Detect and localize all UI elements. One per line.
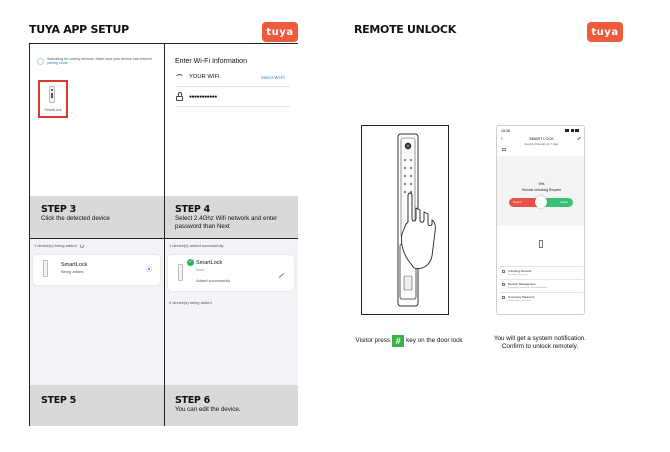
device-thumbnail [178,264,183,281]
device-thumbnail [43,260,48,277]
list-item-icon [502,270,505,273]
adding-device-status: Being added [61,269,84,274]
search-message [47,57,157,66]
step6-description: You can edit the device. [175,406,241,413]
step5-title: STEP 5 [41,395,76,406]
wifi-screen-title: Enter Wi-Fi Information [175,58,247,65]
search-radar-icon [37,58,44,65]
slider-knob-icon[interactable] [535,196,547,208]
hash-key-icon: # [392,335,404,347]
agree-label: Agree [560,200,569,205]
pairing-mode-link[interactable]: pairing mode [47,61,68,66]
notification-caption: You will get a system notification. Confirm to unlock remotely. [493,335,587,350]
progress-dot-icon [146,266,152,272]
list-item-icon [502,296,505,299]
setup-steps-grid [29,43,298,426]
wifi-network-name[interactable]: YOUR WIFI [189,74,220,80]
step5-band [30,385,164,426]
adding-device-card[interactable] [33,255,160,285]
added-device-card[interactable] [168,255,294,291]
adding-device-name: SmartLock [61,262,88,268]
lock-device-icon [539,240,543,248]
step3-screenshot [30,44,164,196]
smart-lock-thumbnail [49,86,55,103]
adding-status-text: 1 device(s) being added [34,243,77,249]
wifi-divider [175,86,290,87]
list-item-title: Temporary Password [508,295,535,299]
unlock-records-item[interactable] [500,266,583,277]
remote-unlock-heading: REMOTE UNLOCK [354,23,456,36]
step5-screenshot [30,239,164,385]
added-device-name: SmartLock [196,260,223,266]
request-label: Remote Unlocking Request [522,188,561,192]
phone-status-icons [565,129,579,132]
visitor-caption-after: key on the door lock [406,337,463,345]
phone-status-time: 15:38 [501,129,510,133]
step4-screenshot [165,44,298,196]
select-wifi-link[interactable]: Select Wi-Fi [261,75,285,80]
step6-screenshot [165,239,298,385]
phone-subtitle: Security Protection for 7 days [524,143,559,146]
step3-description: Click the detected device [41,215,110,222]
password-divider [175,106,290,107]
tuya-logo: tuya [587,22,623,42]
added-device-room: Basic [196,268,205,272]
step4-band [165,196,298,238]
visitor-caption-before: Visitor press [355,337,391,345]
battery-icon [502,148,506,151]
pending-status: 0 device(s) being added [169,300,212,305]
member-management-item[interactable] [500,279,583,290]
list-item-subtitle: No unlocking records [508,273,529,276]
list-item-subtitle: Fingerprint, password, card and member [508,286,548,289]
phone-screen-title: SMART LOCK [529,137,554,141]
reject-label: Reject [513,200,522,205]
list-item-title: Member Management [508,282,536,286]
lock-icon-shackle [178,92,182,97]
detected-device-tile[interactable] [38,80,68,118]
wifi-password-field[interactable]: ●●●●●●●●●●● [189,94,217,100]
added-status: 1 device(s) added successfully [169,243,224,248]
edit-pencil-icon[interactable] [278,273,284,278]
agree-button[interactable] [543,198,573,207]
step4-description: Select 2.4Ghz Wifi network and enter password than Next [175,215,278,230]
step6-title: STEP 6 [175,395,210,406]
list-item-subtitle: Online/Offline password [508,299,532,302]
wifi-icon [175,74,184,80]
step3-title: STEP 3 [41,204,76,215]
tuya-logo: tuya [262,22,298,42]
success-check-icon: ✓ [188,259,193,265]
detected-device-label: SmartLock [44,108,62,112]
back-chevron-icon[interactable]: ‹ [501,136,503,142]
search-message-text: Searching for nearby devices. Make sure your device has entered [47,57,152,61]
visitor-caption [345,335,473,347]
added-device-status: Added successfully [196,278,231,283]
adding-status [34,244,84,248]
step3-band [30,196,164,238]
temporary-password-item[interactable] [500,292,583,303]
countdown-timer: 59s [538,182,545,186]
door-lock-illustration [362,126,449,315]
list-item-title: Unlocking Records [508,269,532,273]
phone-notification-screen [496,125,585,315]
step6-band [165,385,298,426]
tuya-app-setup-heading: TUYA APP SETUP [29,23,129,36]
step4-title: STEP 4 [175,204,210,215]
spinner-icon [80,244,84,248]
list-item-icon [502,283,505,286]
door-lock-photo [361,125,449,315]
